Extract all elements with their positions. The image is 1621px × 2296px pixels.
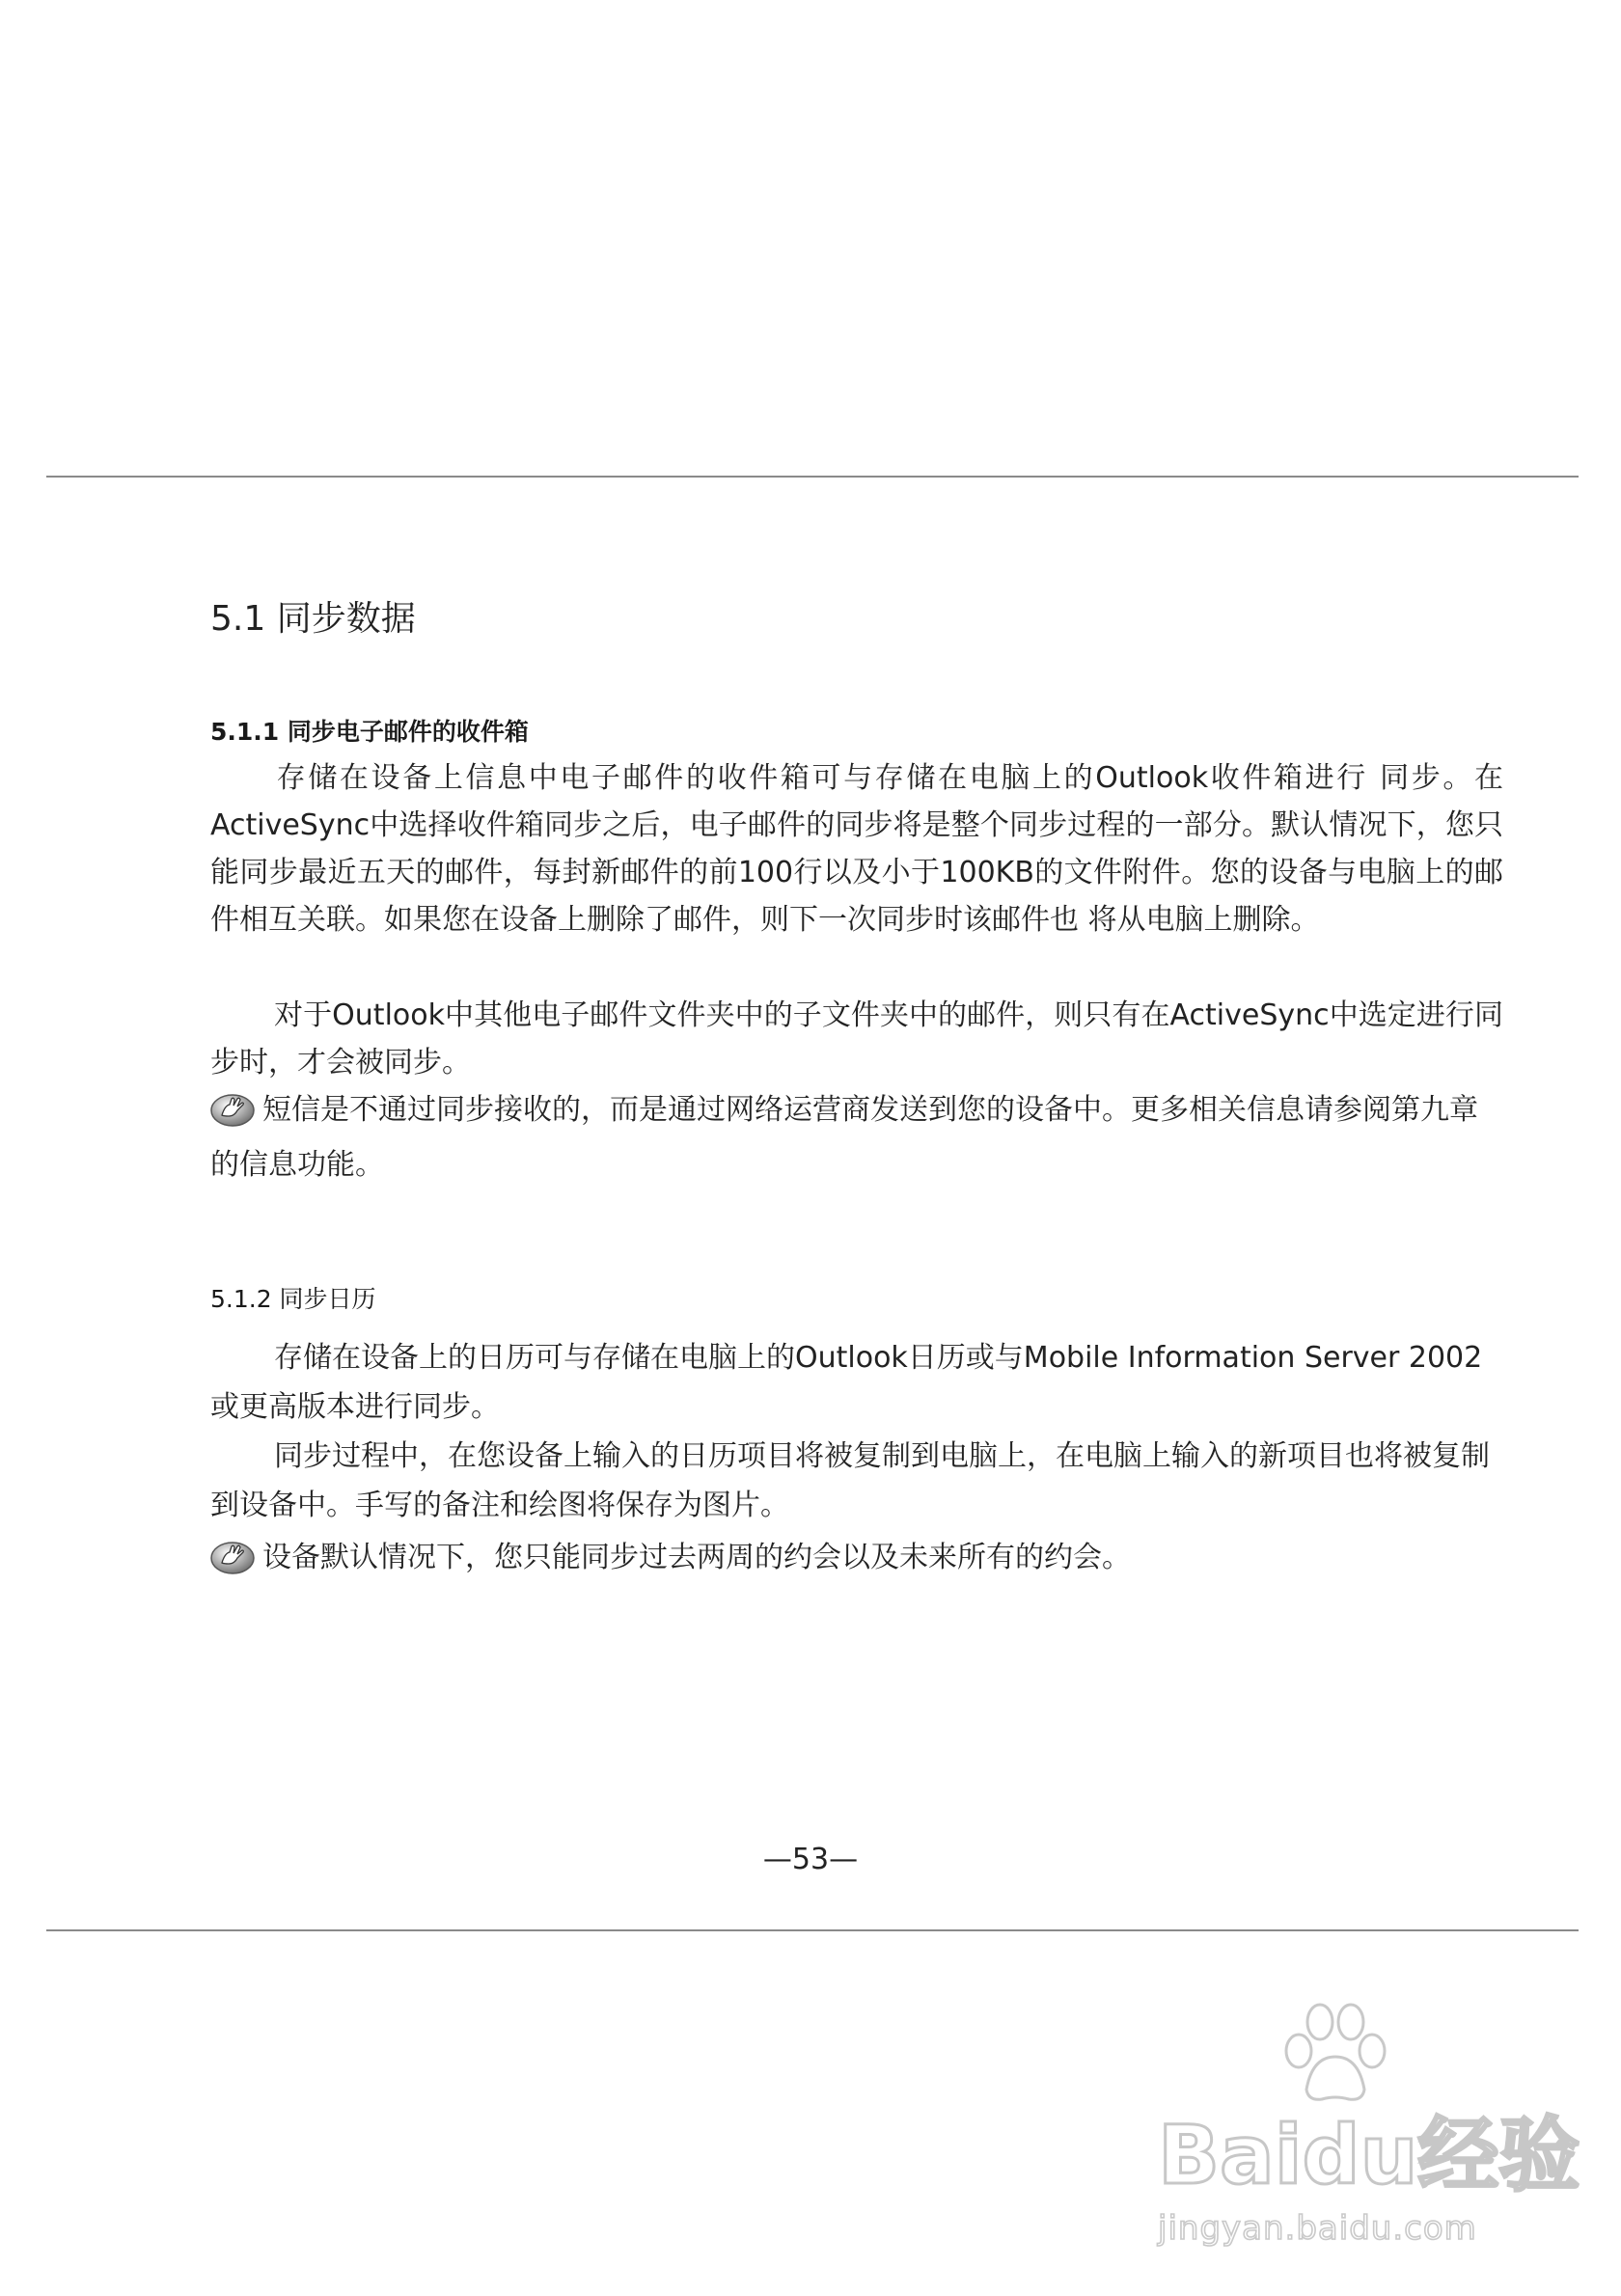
paragraph-mail-folders-text: 对于Outlook中其他电子邮件文件夹中的子文件夹中的邮件，则只有在ActiveSync中选定进行同步时，才会被同步。 <box>210 998 1503 1080</box>
subsection-heading-mail: 5.1.1 同步电子邮件的收件箱 <box>210 718 529 746</box>
baidu-jingyan-watermark <box>1158 2034 1582 2265</box>
paragraph-mail-folders <box>210 992 1503 1086</box>
paragraph-calendar-process-text: 同步过程中，在您设备上输入的日历项目将被复制到电脑上，在电脑上输入的新项目也将被复制到设备中。手写的备注和绘图将保存为图片。 <box>210 1439 1490 1522</box>
paragraph-mail-sync <box>210 754 1503 943</box>
section-title: 5.1 同步数据 <box>210 599 416 639</box>
note-appointments-text: 设备默认情况下，您只能同步过去两周的约会以及未来所有的约会。 <box>262 1541 1131 1574</box>
note-appointments <box>210 1534 1503 1589</box>
watermark-brand: Baidu经验 <box>1158 2108 1580 2202</box>
top-divider <box>46 476 1579 478</box>
watermark-url: jingyan.baidu.com <box>1158 2209 1477 2248</box>
page-number: —53— <box>762 1843 859 1876</box>
subsection-heading-calendar: 5.1.2 同步日历 <box>210 1285 376 1313</box>
paragraph-mail-sync-text: 存储在设备上信息中电子邮件的收件箱可与存储在电脑上的Outlook收件箱进行 同步。在ActiveSync中选择收件箱同步之后，电子邮件的同步将是整个同步过程的一部分。默认情况下，您只能同步最近五天的邮件，每封新邮件的前100行以及小于100KB的文件附件。您的设备与电脑上的邮件相互关联。如果您在设备上删除了邮件，则下一次同步时该邮件也 将从电脑上删除。 <box>210 761 1503 937</box>
paragraph-calendar-process <box>210 1432 1503 1530</box>
paragraph-calendar-sync-text: 存储在设备上的日历可与存储在电脑上的Outlook日历或与Mobile Information Server 2002或更高版本进行同步。 <box>210 1341 1483 1424</box>
tip-hand-icon <box>210 1542 255 1589</box>
bottom-divider <box>46 1929 1579 1931</box>
paw-icon <box>1278 2001 1393 2107</box>
note-sms <box>210 1086 1503 1189</box>
tip-hand-icon <box>210 1094 255 1141</box>
note-sms-text: 短信是不通过同步接收的，而是通过网络运营商发送到您的设备中。更多相关信息请参阅第九章的信息功能。 <box>210 1093 1478 1182</box>
paragraph-calendar-sync <box>210 1333 1503 1432</box>
